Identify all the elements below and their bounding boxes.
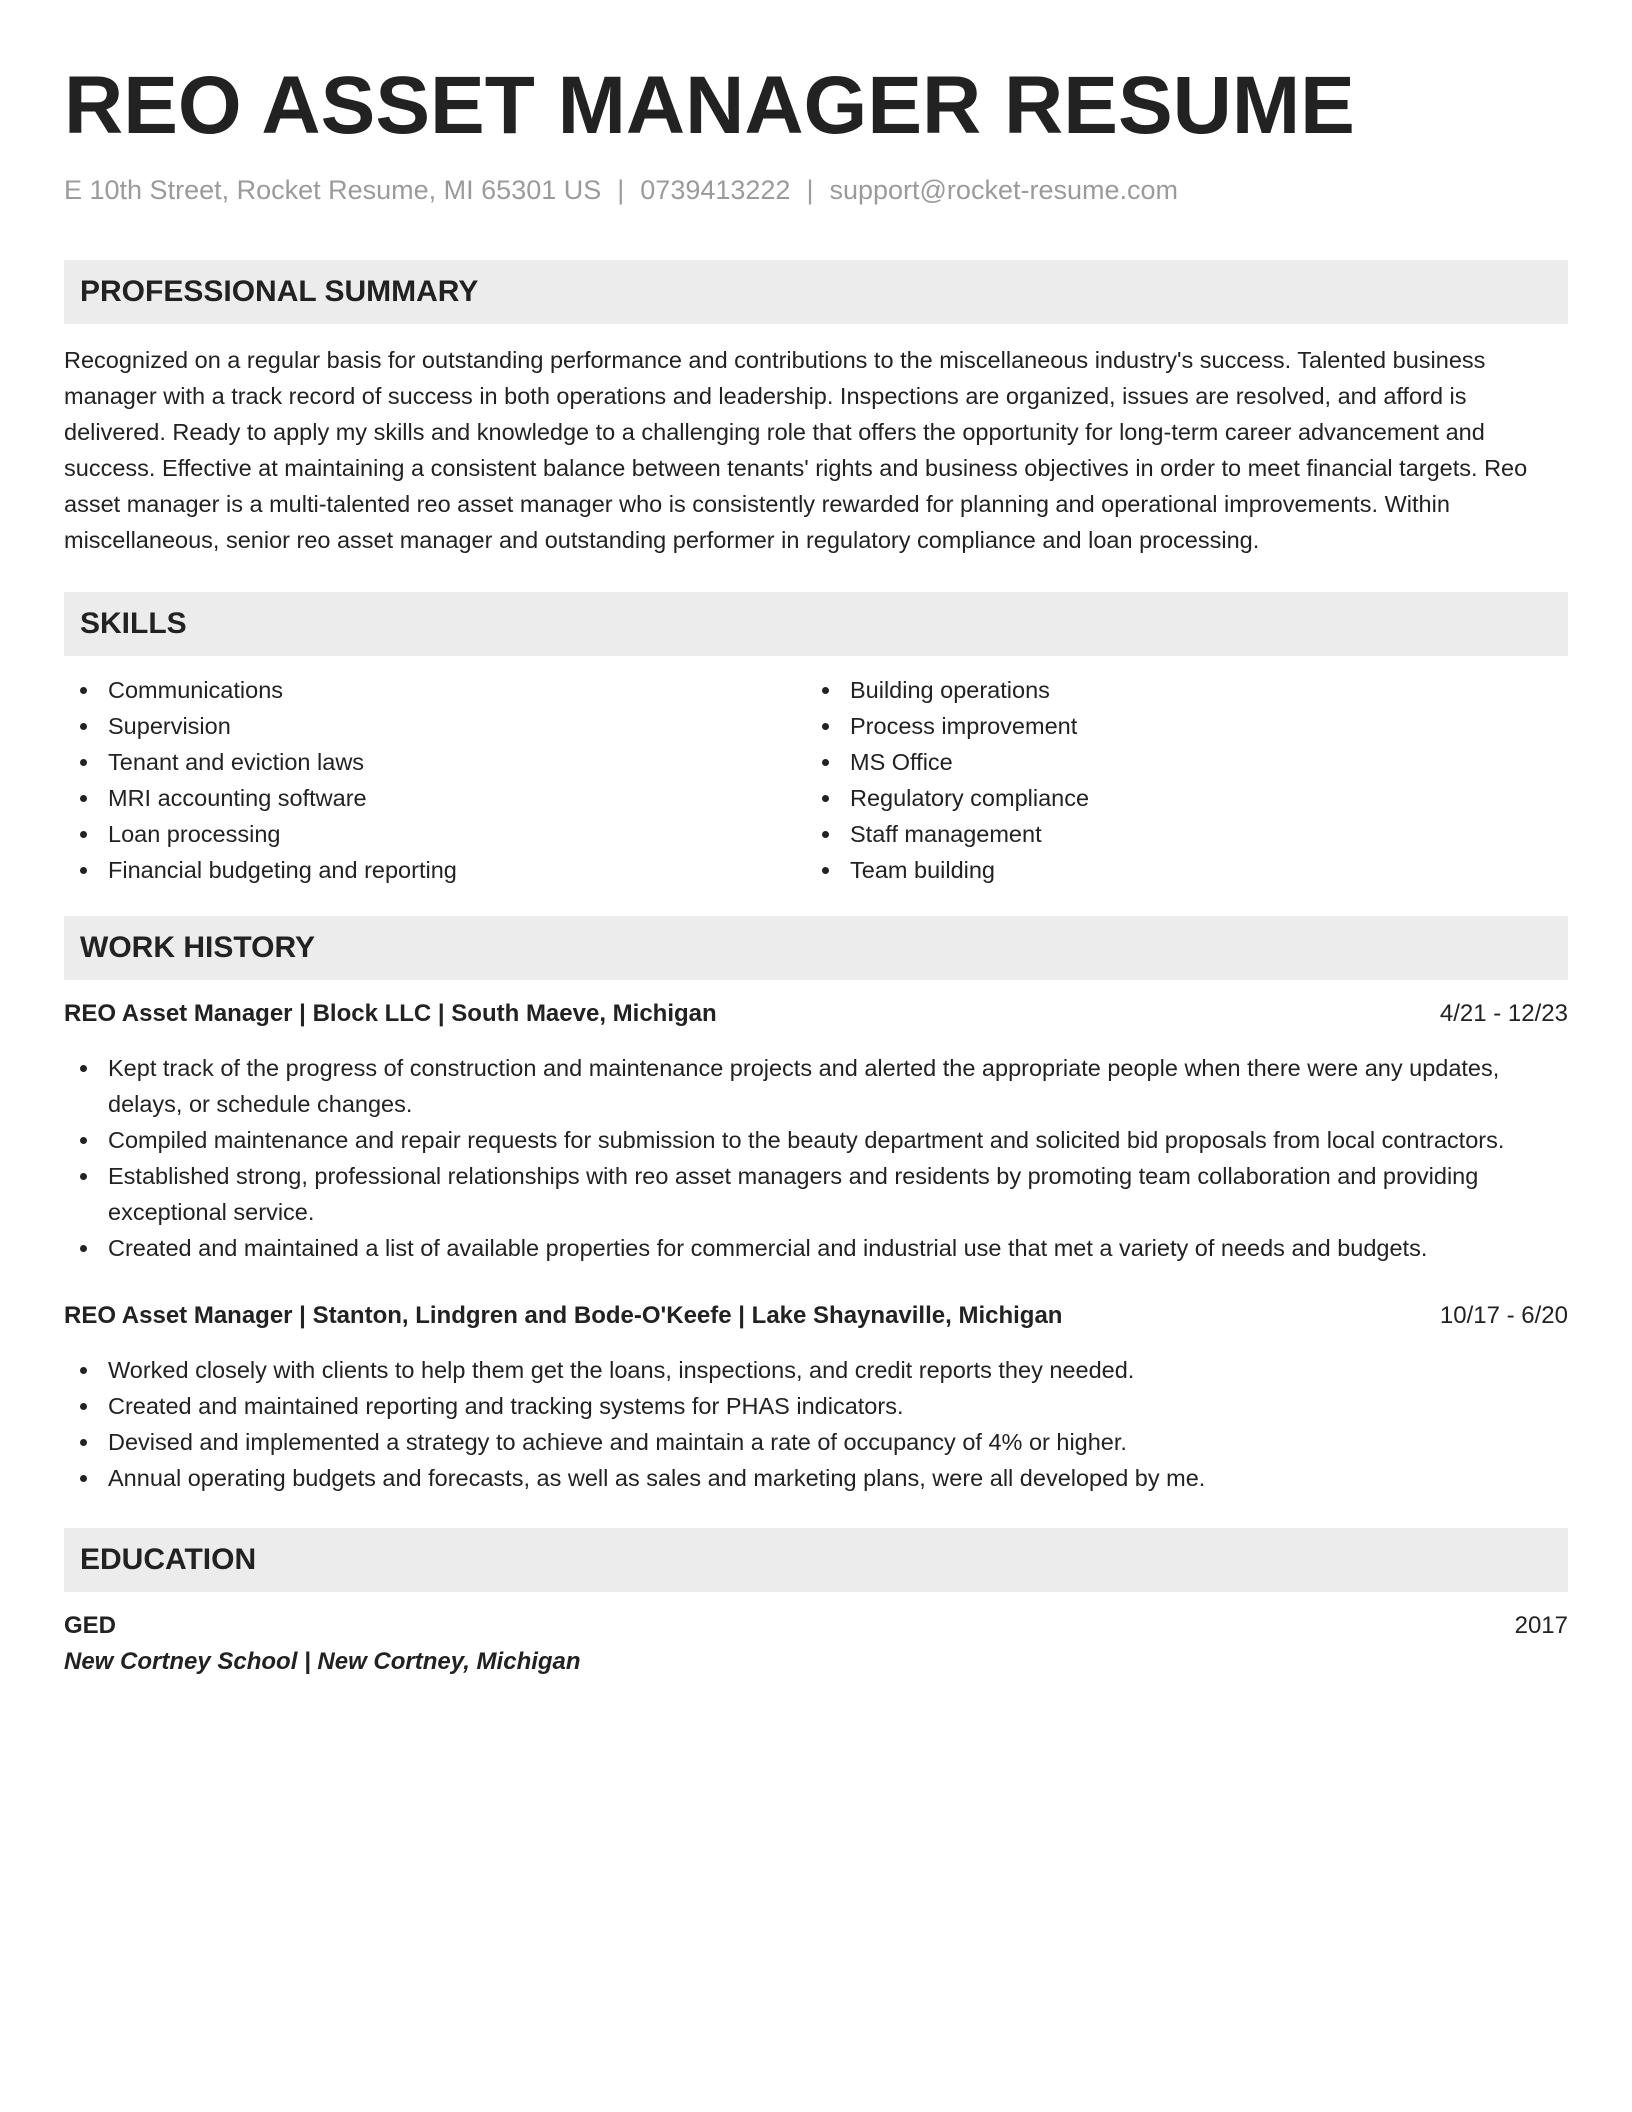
job-bullet: Compiled maintenance and repair requests for submission to the beauty department and solicited bid proposals from local contractors. (64, 1122, 1568, 1158)
job-bullet: Devised and implemented a strategy to achieve and maintain a rate of occupancy of 4% or higher. (64, 1424, 1568, 1460)
skill-item: Tenant and eviction laws (64, 744, 806, 780)
education-heading: EDUCATION (80, 1543, 257, 1576)
job-bullet: Worked closely with clients to help them get the loans, inspections, and credit reports they needed. (64, 1352, 1568, 1388)
contact-separator: | (806, 175, 814, 205)
skill-item: Financial budgeting and reporting (64, 852, 806, 888)
job-dates: 10/17 - 6/20 (1439, 1302, 1568, 1329)
skills-column-left (64, 672, 806, 888)
skill-item: Team building (806, 852, 1548, 888)
education-header (64, 1608, 1568, 1644)
job-title: REO Asset Manager | Stanton, Lindgren and Bode-O'Keefe | Lake Shaynaville, Michigan (64, 1302, 1063, 1329)
skill-item: Staff management (806, 816, 1548, 852)
summary-heading: PROFESSIONAL SUMMARY (80, 275, 479, 308)
job-header (64, 996, 1568, 1032)
job-title: REO Asset Manager | Block LLC | South Maeve, Michigan (64, 1000, 717, 1027)
job-header (64, 1298, 1568, 1334)
skills-grid (64, 672, 1568, 888)
skill-item: Building operations (806, 672, 1548, 708)
job-bullet: Established strong, professional relationships with reo asset managers and residents by promoting team collaboration and providing exceptional service. (64, 1158, 1568, 1230)
section-header-summary (64, 260, 1568, 324)
job-bullets (64, 1352, 1568, 1496)
skill-item: MS Office (806, 744, 1548, 780)
skills-column-right (806, 672, 1548, 888)
contact-address: E 10th Street, Rocket Resume, MI 65301 US (64, 175, 602, 205)
contact-email: support@rocket-resume.com (829, 175, 1178, 205)
job-bullet: Kept track of the progress of construction and maintenance projects and alerted the appropriate people when there were any updates, delays, or schedule changes. (64, 1050, 1568, 1122)
skill-item: Regulatory compliance (806, 780, 1548, 816)
contact-separator: | (617, 175, 625, 205)
education-school: New Cortney School | New Cortney, Michigan (64, 1648, 581, 1675)
skill-item: Process improvement (806, 708, 1548, 744)
section-header-skills (64, 592, 1568, 656)
job-bullets (64, 1050, 1568, 1266)
skill-item: Supervision (64, 708, 806, 744)
work-heading: WORK HISTORY (80, 931, 316, 964)
skill-item: Loan processing (64, 816, 806, 852)
job-bullet: Created and maintained a list of available properties for commercial and industrial use that met a variety of needs and budgets. (64, 1230, 1568, 1266)
skills-heading: SKILLS (80, 607, 187, 640)
section-header-education (64, 1528, 1568, 1592)
summary-text: Recognized on a regular basis for outstanding performance and contributions to the miscellaneous industry's success. Talented business manager with a track record of success in both operations and leadership. Inspections are organized, issues are resolved, and afford is delivered. Ready to apply my skills and knowledge to a challenging role that offers the opportunity for long-term career advancement and success. Effective at maintaining a consistent balance between tenants' rights and business objectives in order to meet financial targets. Reo asset manager is a multi-talented reo asset manager who is consistently rewarded for planning and operational improvements. Within miscellaneous, senior reo asset manager and outstanding performer in regulatory compliance and loan processing. (64, 347, 1528, 553)
education-year: 2017 (1514, 1612, 1568, 1639)
contact-line (64, 172, 1568, 208)
job-bullet: Annual operating budgets and forecasts, as well as sales and marketing plans, were all developed by me. (64, 1460, 1568, 1496)
contact-phone: 0739413222 (640, 175, 791, 205)
resume-title: REO ASSET MANAGER RESUME (64, 60, 1355, 151)
education-degree: GED (64, 1612, 117, 1639)
job-dates: 4/21 - 12/23 (1439, 1000, 1568, 1027)
skill-item: MRI accounting software (64, 780, 806, 816)
job-bullet: Created and maintained reporting and tracking systems for PHAS indicators. (64, 1388, 1568, 1424)
skill-item: Communications (64, 672, 806, 708)
section-header-work-history (64, 916, 1568, 980)
